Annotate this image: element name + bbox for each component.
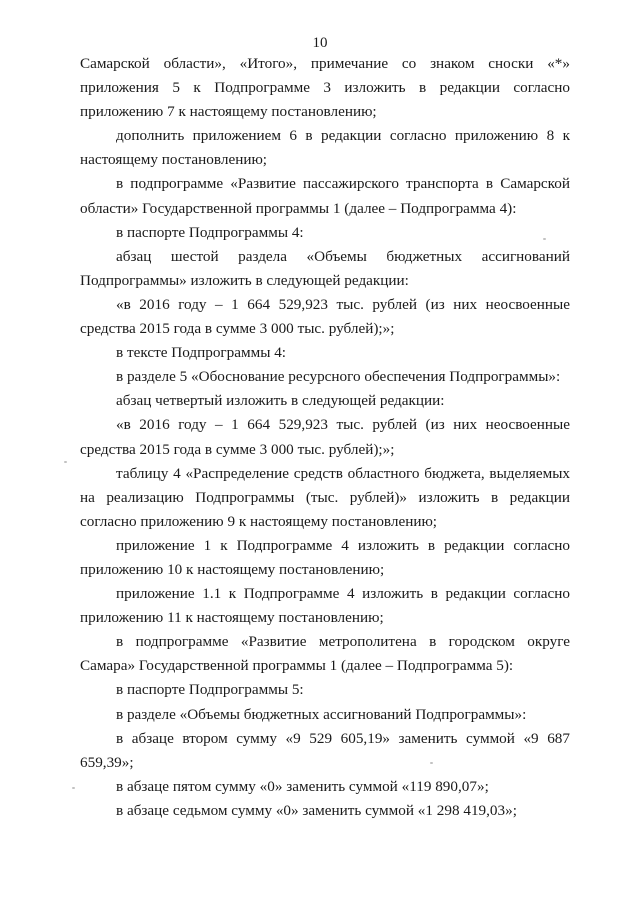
document-body	[80, 52, 570, 823]
paragraph-14: в подпрограмме «Развитие метрополитена в городском округе Самара» Государственной программы 1 (далее – Подпрограмма 5):	[80, 633, 570, 675]
scan-speck	[543, 238, 546, 240]
page-number: 10	[312, 35, 328, 51]
paragraph-9: абзац четвертый изложить в следующей редакции:	[116, 392, 445, 410]
paragraph-19: в абзаце седьмом сумму «0» заменить суммой «1 298 419,03»;	[116, 801, 517, 819]
paragraph-3: в подпрограмме «Развитие пассажирского транспорта в Самарской области» Государственной программы 1 (далее – Подпрограмма 4):	[80, 175, 570, 217]
paragraph-12: приложение 1 к Подпрограмме 4 изложить в редакции согласно приложению 10 к настоящему постановлению;	[80, 536, 570, 578]
paragraph-15: в паспорте Подпрограммы 5:	[116, 681, 304, 699]
paragraph-6: «в 2016 году – 1 664 529,923 тыс. рублей (из них неосвоенные средства 2015 года в сумме 3 000 тыс. рублей);»;	[80, 295, 570, 338]
paragraph-16: в разделе «Объемы бюджетных ассигнований Подпрограммы»:	[116, 705, 527, 723]
paragraph-4: в паспорте Подпрограммы 4:	[116, 223, 304, 241]
paragraph-1: Самарской области», «Итого», примечание со знаком сноски «*» приложения 5 к Подпрограмме 3 изложить в редакции согласно приложению 7 к настоящему постановлению;	[80, 55, 570, 121]
paragraph-2: дополнить приложением 6 в редакции согласно приложению 8 к настоящему постановлению;	[80, 127, 570, 169]
scan-speck	[72, 787, 75, 789]
paragraph-17: в абзаце втором сумму «9 529 605,19» заменить суммой «9 687 659,39»;	[80, 729, 570, 771]
paragraph-7: в тексте Подпрограммы 4:	[116, 344, 287, 362]
paragraph-10: «в 2016 году – 1 664 529,923 тыс. рублей (из них неосвоенные средства 2015 года в сумме 3 000 тыс. рублей);»;	[80, 416, 570, 458]
paragraph-13: приложение 1.1 к Подпрограмме 4 изложить в редакции согласно приложению 11 к настоящему постановлению;	[80, 585, 570, 627]
paragraph-18: в абзаце пятом сумму «0» заменить суммой «119 890,07»;	[116, 777, 489, 795]
paragraph-8: в разделе 5 «Обоснование ресурсного обеспечения Подпрограммы»:	[116, 368, 561, 386]
paragraph-5: абзац шестой раздела «Объемы бюджетных ассигнований Подпрограммы» изложить в следующей редакции:	[80, 247, 570, 289]
scan-speck	[64, 461, 67, 463]
paragraph-11: таблицу 4 «Распределение средств областного бюджета, выделяемых на реализацию Подпрограммы (тыс. рублей)» изложить в редакции согласно приложению 9 к настоящему постановлению;	[80, 464, 570, 530]
scan-speck	[430, 762, 433, 764]
